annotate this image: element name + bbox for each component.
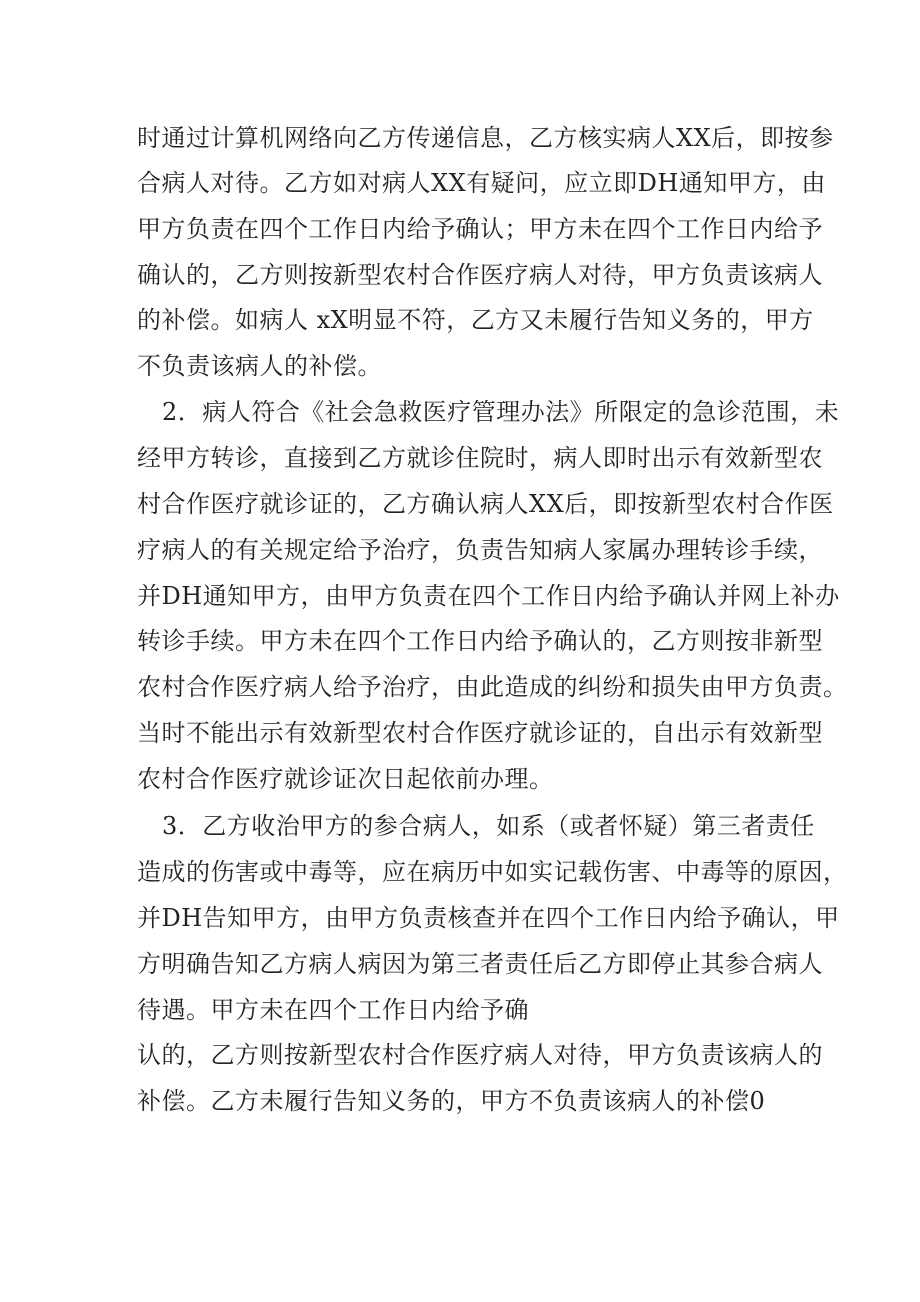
paragraph-1-line-2: 合病人对待。乙方如对病人XX有疑问，应立即DH通知甲方，由 — [137, 169, 826, 197]
paragraph-2-line-5: 并DH通知甲方，由甲方负责在四个工作日内给予确认并网上补办 — [137, 582, 840, 610]
paragraph-2-line-8: 当时不能出示有效新型农村合作医疗就诊证的，自出示有效新型 — [137, 719, 823, 747]
paragraph-2-line-4: 疗病人的有关规定给予治疗，负责告知病人家属办理转诊手续， — [137, 536, 823, 564]
paragraph-3-line-4: 方明确告知乙方病人病因为第三者责任后乙方即停止其参合病人 — [137, 950, 823, 978]
paragraph-2-line-9: 农村合作医疗就诊证次日起依前办理。 — [137, 765, 554, 793]
paragraph-3-line-5: 待遇。甲方未在四个工作日内给予确 — [137, 996, 529, 1024]
paragraph-1-line-6: 不负责该病人的补偿。 — [137, 352, 382, 380]
paragraph-1-line-5: 的补偿。如病人 xX明显不符，乙方又未履行告知义务的，甲方 — [137, 306, 814, 334]
paragraph-3-line-6: 认的，乙方则按新型农村合作医疗病人对待，甲方负责该病人的 — [137, 1041, 823, 1069]
paragraph-3-line-7: 补偿。乙方未履行告知义务的，甲方不负责该病人的补偿0 — [137, 1087, 766, 1115]
paragraph-1-line-1: 时通过计算机网络向乙方传递信息，乙方核实病人XX后，即按参 — [137, 124, 834, 152]
paragraph-2-line-3: 村合作医疗就诊证的，乙方确认病人XX后，即按新型农村合作医 — [137, 490, 834, 518]
paragraph-1-line-3: 甲方负责在四个工作日内给予确认；甲方未在四个工作日内给予 — [137, 215, 823, 243]
paragraph-2-line-1: 2．病人符合《社会急救医疗管理办法》所限定的急诊范围，未 — [162, 398, 840, 426]
paragraph-2-line-2: 经甲方转诊，直接到乙方就诊住院时，病人即时出示有效新型农 — [137, 444, 823, 472]
paragraph-2-line-7: 农村合作医疗病人给予治疗，由此造成的纠纷和损失由甲方负责。 — [137, 673, 848, 701]
paragraph-1-line-4: 确认的，乙方则按新型农村合作医疗病人对待，甲方负责该病人 — [137, 261, 823, 289]
paragraph-3-line-2: 造成的伤害或中毒等，应在病历中如实记载伤害、中毒等的原因， — [137, 858, 848, 886]
paragraph-2-line-6: 转诊手续。甲方未在四个工作日内给予确认的，乙方则按非新型 — [137, 627, 823, 655]
paragraph-3-line-1: 3．乙方收治甲方的参合病人，如系（或者怀疑）第三者责任 — [162, 812, 815, 840]
paragraph-3-line-3: 并DH告知甲方，由甲方负责核查并在四个工作日内给予确认，甲 — [137, 904, 840, 932]
